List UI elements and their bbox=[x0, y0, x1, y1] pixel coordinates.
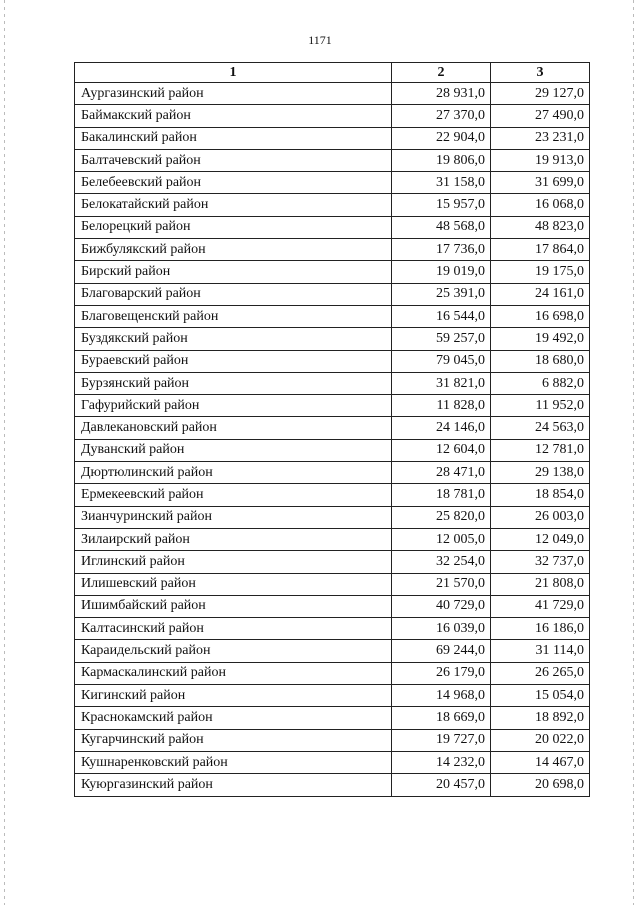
table-row bbox=[75, 83, 590, 105]
value-col2-cell: 27 370,0 bbox=[392, 105, 491, 127]
district-name-cell: Кугарчинский район bbox=[75, 729, 392, 751]
value-col2-cell: 20 457,0 bbox=[392, 774, 491, 796]
district-name-cell: Бижбулякский район bbox=[75, 239, 392, 261]
value-col2-cell: 19 727,0 bbox=[392, 729, 491, 751]
scan-edge-left bbox=[4, 0, 5, 905]
district-name-cell: Зианчуринский район bbox=[75, 506, 392, 528]
value-col3-cell: 27 490,0 bbox=[491, 105, 590, 127]
table-row bbox=[75, 395, 590, 417]
table-row bbox=[75, 484, 590, 506]
value-col3-cell: 19 492,0 bbox=[491, 328, 590, 350]
value-col3-cell: 14 467,0 bbox=[491, 751, 590, 773]
value-col2-cell: 18 781,0 bbox=[392, 484, 491, 506]
table-row bbox=[75, 506, 590, 528]
table-row bbox=[75, 149, 590, 171]
value-col3-cell: 21 808,0 bbox=[491, 573, 590, 595]
value-col2-cell: 40 729,0 bbox=[392, 595, 491, 617]
value-col2-cell: 22 904,0 bbox=[392, 127, 491, 149]
column-header-3: 3 bbox=[491, 63, 590, 83]
value-col3-cell: 31 699,0 bbox=[491, 172, 590, 194]
district-name-cell: Караидельский район bbox=[75, 640, 392, 662]
district-name-cell: Белорецкий район bbox=[75, 216, 392, 238]
value-col2-cell: 14 232,0 bbox=[392, 751, 491, 773]
district-name-cell: Куюргазинский район bbox=[75, 774, 392, 796]
table-row bbox=[75, 239, 590, 261]
value-col2-cell: 25 820,0 bbox=[392, 506, 491, 528]
value-col3-cell: 6 882,0 bbox=[491, 372, 590, 394]
scan-edge-right bbox=[633, 0, 634, 905]
value-col3-cell: 32 737,0 bbox=[491, 551, 590, 573]
value-col2-cell: 32 254,0 bbox=[392, 551, 491, 573]
value-col3-cell: 31 114,0 bbox=[491, 640, 590, 662]
table-row bbox=[75, 685, 590, 707]
value-col2-cell: 12 604,0 bbox=[392, 439, 491, 461]
table-row bbox=[75, 417, 590, 439]
table-row bbox=[75, 172, 590, 194]
value-col3-cell: 12 781,0 bbox=[491, 439, 590, 461]
value-col2-cell: 12 005,0 bbox=[392, 528, 491, 550]
value-col3-cell: 15 054,0 bbox=[491, 685, 590, 707]
value-col2-cell: 31 821,0 bbox=[392, 372, 491, 394]
value-col3-cell: 19 913,0 bbox=[491, 149, 590, 171]
value-col2-cell: 79 045,0 bbox=[392, 350, 491, 372]
value-col2-cell: 48 568,0 bbox=[392, 216, 491, 238]
value-col3-cell: 24 161,0 bbox=[491, 283, 590, 305]
value-col2-cell: 17 736,0 bbox=[392, 239, 491, 261]
value-col2-cell: 16 544,0 bbox=[392, 305, 491, 327]
table-row bbox=[75, 105, 590, 127]
district-name-cell: Гафурийский район bbox=[75, 395, 392, 417]
value-col3-cell: 16 698,0 bbox=[491, 305, 590, 327]
table-row bbox=[75, 216, 590, 238]
district-name-cell: Ишимбайский район bbox=[75, 595, 392, 617]
column-header-1: 1 bbox=[75, 63, 392, 83]
value-col3-cell: 11 952,0 bbox=[491, 395, 590, 417]
table-row bbox=[75, 573, 590, 595]
district-name-cell: Кармаскалинский район bbox=[75, 662, 392, 684]
value-col2-cell: 28 471,0 bbox=[392, 462, 491, 484]
district-name-cell: Кигинский район bbox=[75, 685, 392, 707]
value-col3-cell: 20 022,0 bbox=[491, 729, 590, 751]
value-col2-cell: 24 146,0 bbox=[392, 417, 491, 439]
district-name-cell: Бураевский район bbox=[75, 350, 392, 372]
table-row bbox=[75, 528, 590, 550]
district-name-cell: Калтасинский район bbox=[75, 618, 392, 640]
table-row bbox=[75, 305, 590, 327]
value-col3-cell: 16 186,0 bbox=[491, 618, 590, 640]
table-row bbox=[75, 350, 590, 372]
district-name-cell: Баймакский район bbox=[75, 105, 392, 127]
value-col2-cell: 21 570,0 bbox=[392, 573, 491, 595]
district-name-cell: Дюртюлинский район bbox=[75, 462, 392, 484]
district-name-cell: Благоварский район bbox=[75, 283, 392, 305]
value-col2-cell: 14 968,0 bbox=[392, 685, 491, 707]
value-col3-cell: 20 698,0 bbox=[491, 774, 590, 796]
table-row bbox=[75, 662, 590, 684]
district-name-cell: Зилаирский район bbox=[75, 528, 392, 550]
district-name-cell: Аургазинский район bbox=[75, 83, 392, 105]
value-col2-cell: 19 806,0 bbox=[392, 149, 491, 171]
value-col3-cell: 17 864,0 bbox=[491, 239, 590, 261]
district-table bbox=[74, 62, 590, 797]
value-col2-cell: 69 244,0 bbox=[392, 640, 491, 662]
value-col2-cell: 15 957,0 bbox=[392, 194, 491, 216]
table-row bbox=[75, 328, 590, 350]
district-name-cell: Краснокамский район bbox=[75, 707, 392, 729]
district-name-cell: Илишевский район bbox=[75, 573, 392, 595]
table-row bbox=[75, 372, 590, 394]
table-row bbox=[75, 127, 590, 149]
value-col3-cell: 23 231,0 bbox=[491, 127, 590, 149]
value-col3-cell: 26 003,0 bbox=[491, 506, 590, 528]
value-col2-cell: 25 391,0 bbox=[392, 283, 491, 305]
value-col3-cell: 48 823,0 bbox=[491, 216, 590, 238]
district-name-cell: Буздякский район bbox=[75, 328, 392, 350]
value-col2-cell: 28 931,0 bbox=[392, 83, 491, 105]
page-number: 1171 bbox=[308, 33, 332, 47]
value-col2-cell: 19 019,0 bbox=[392, 261, 491, 283]
table-row bbox=[75, 640, 590, 662]
district-name-cell: Дуванский район bbox=[75, 439, 392, 461]
value-col3-cell: 19 175,0 bbox=[491, 261, 590, 283]
value-col3-cell: 18 680,0 bbox=[491, 350, 590, 372]
value-col3-cell: 12 049,0 bbox=[491, 528, 590, 550]
table-row bbox=[75, 751, 590, 773]
column-header-2: 2 bbox=[392, 63, 491, 83]
district-name-cell: Иглинский район bbox=[75, 551, 392, 573]
table-body bbox=[75, 83, 590, 797]
table-row bbox=[75, 774, 590, 796]
value-col2-cell: 18 669,0 bbox=[392, 707, 491, 729]
district-name-cell: Бурзянский район bbox=[75, 372, 392, 394]
table-row bbox=[75, 618, 590, 640]
table-row bbox=[75, 283, 590, 305]
district-name-cell: Давлекановский район bbox=[75, 417, 392, 439]
district-name-cell: Ермекеевский район bbox=[75, 484, 392, 506]
district-name-cell: Белокатайский район bbox=[75, 194, 392, 216]
value-col3-cell: 26 265,0 bbox=[491, 662, 590, 684]
district-name-cell: Бирский район bbox=[75, 261, 392, 283]
value-col3-cell: 16 068,0 bbox=[491, 194, 590, 216]
value-col3-cell: 29 138,0 bbox=[491, 462, 590, 484]
table-row bbox=[75, 729, 590, 751]
value-col2-cell: 11 828,0 bbox=[392, 395, 491, 417]
value-col2-cell: 16 039,0 bbox=[392, 618, 491, 640]
value-col2-cell: 59 257,0 bbox=[392, 328, 491, 350]
value-col2-cell: 31 158,0 bbox=[392, 172, 491, 194]
district-name-cell: Балтачевский район bbox=[75, 149, 392, 171]
table-header-row bbox=[75, 63, 590, 83]
table-row bbox=[75, 261, 590, 283]
district-name-cell: Кушнаренковский район bbox=[75, 751, 392, 773]
district-name-cell: Белебеевский район bbox=[75, 172, 392, 194]
value-col3-cell: 41 729,0 bbox=[491, 595, 590, 617]
district-name-cell: Благовещенский район bbox=[75, 305, 392, 327]
table-row bbox=[75, 439, 590, 461]
table-row bbox=[75, 707, 590, 729]
table-row bbox=[75, 551, 590, 573]
value-col3-cell: 29 127,0 bbox=[491, 83, 590, 105]
value-col3-cell: 18 892,0 bbox=[491, 707, 590, 729]
value-col2-cell: 26 179,0 bbox=[392, 662, 491, 684]
table-row bbox=[75, 462, 590, 484]
district-name-cell: Бакалинский район bbox=[75, 127, 392, 149]
table-row bbox=[75, 194, 590, 216]
value-col3-cell: 24 563,0 bbox=[491, 417, 590, 439]
value-col3-cell: 18 854,0 bbox=[491, 484, 590, 506]
table-row bbox=[75, 595, 590, 617]
